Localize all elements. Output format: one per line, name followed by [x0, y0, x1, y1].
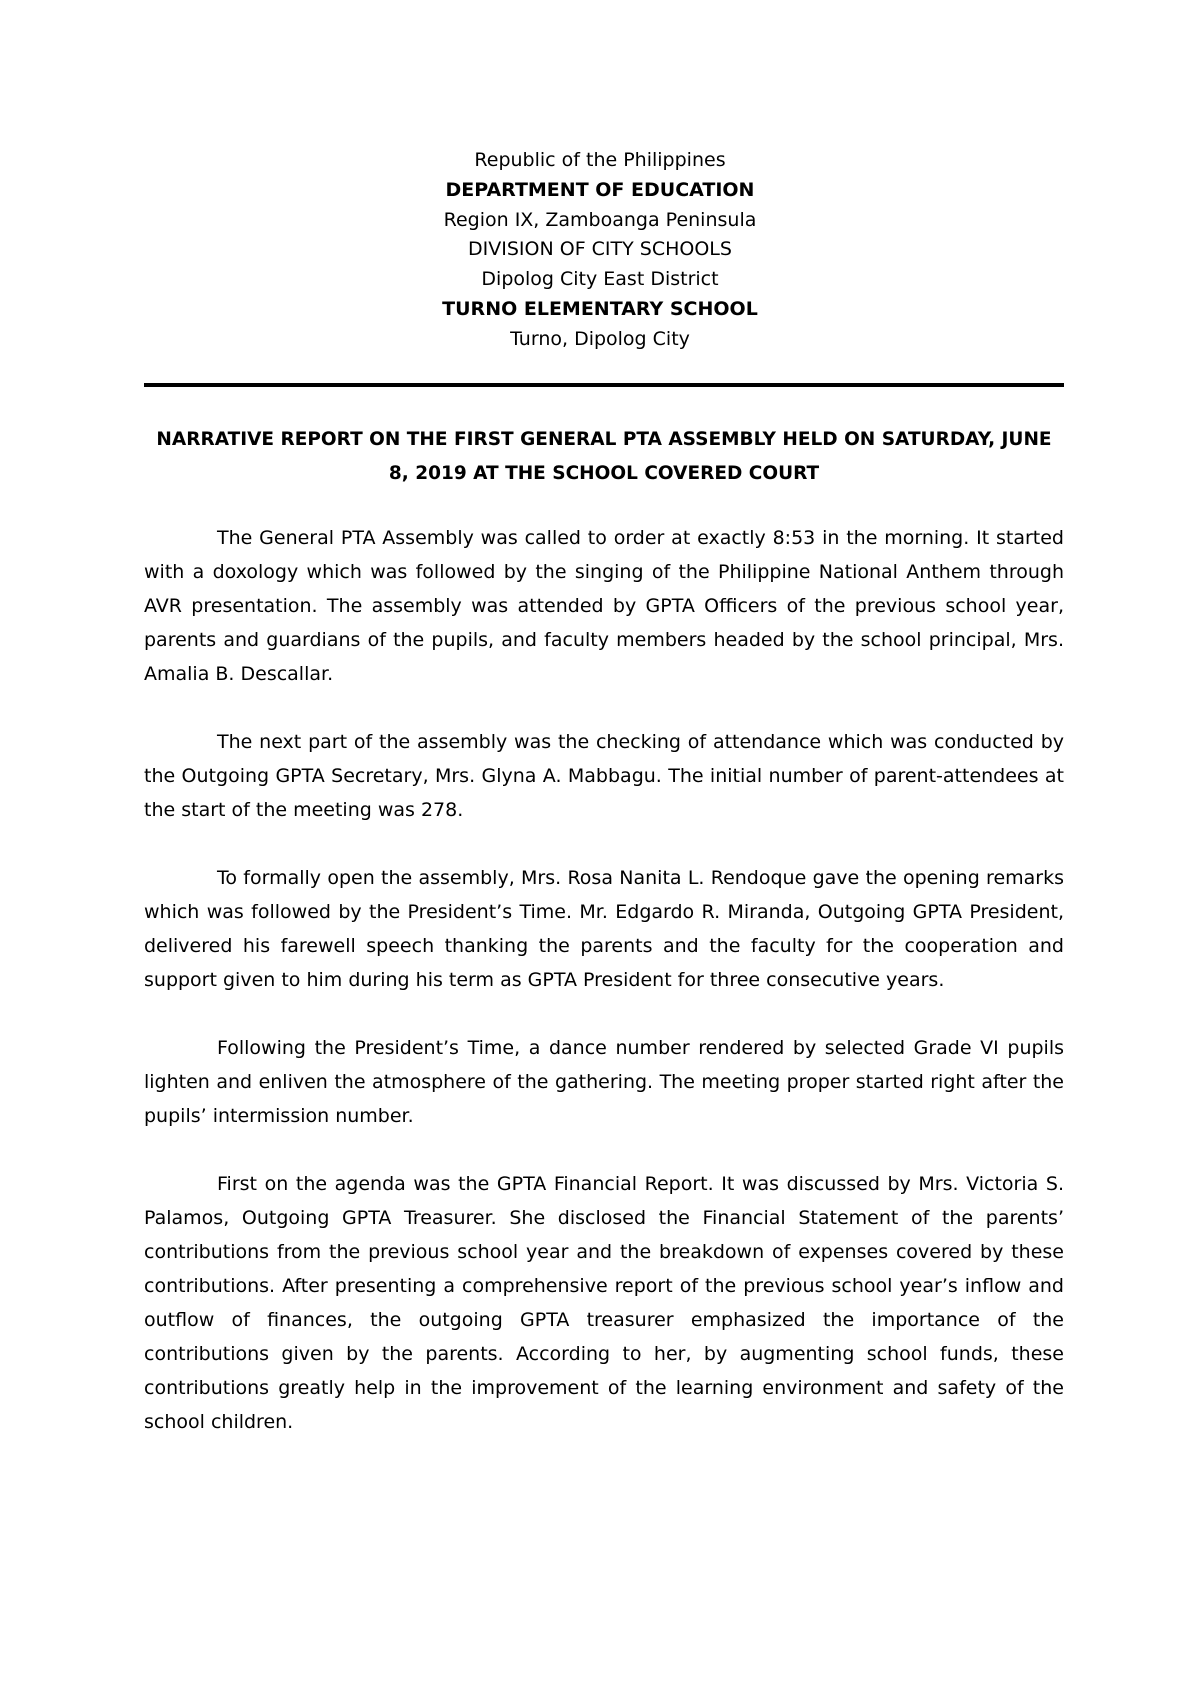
- letterhead-country: Republic of the Philippines: [474, 149, 726, 171]
- report-body: [144, 521, 1064, 1473]
- letterhead: [0, 146, 1200, 355]
- report-title: NARRATIVE REPORT ON THE FIRST GENERAL PTA ASSEMBLY HELD ON SATURDAY, JUNE 8, 2019 AT THE SCHOOL COVERED COURT: [156, 429, 1052, 484]
- letterhead-school-address: Turno, Dipolog City: [510, 327, 690, 350]
- letterhead-district: Dipolog City East District: [481, 268, 719, 291]
- report-paragraph: The next part of the assembly was the checking of attendance which was conducted by the Outgoing GPTA Secretary, Mrs. Glyna A. Mabbagu. The initial number of parent-attendees at the start of the meeting was 278.: [144, 731, 1064, 821]
- header-divider: [144, 383, 1064, 387]
- letterhead-division: DIVISION OF CITY SCHOOLS: [468, 238, 732, 261]
- report-paragraph: First on the agenda was the GPTA Financial Report. It was discussed by Mrs. Victoria S. Palamos, Outgoing GPTA Treasurer. She disclosed the Financial Statement of the parents’ contributions from the previous school year and the breakdown of expenses covered by these contributions. After presenting a comprehensive report of the previous school year’s inflow and outflow of finances, the outgoing GPTA treasurer emphasized the importance of the contributions given by the parents. According to her, by augmenting school funds, these contributions greatly help in the improvement of the learning environment and safety of the school children.: [144, 1173, 1064, 1433]
- letterhead-school-name: TURNO ELEMENTARY SCHOOL: [442, 297, 758, 320]
- report-paragraph: To formally open the assembly, Mrs. Rosa Nanita L. Rendoque gave the opening remarks which was followed by the President’s Time. Mr. Edgardo R. Miranda, Outgoing GPTA President, delivered his farewell speech thanking the parents and the faculty for the cooperation and support given to him during his term as GPTA President for three consecutive years.: [144, 867, 1064, 991]
- report-paragraph: The General PTA Assembly was called to order at exactly 8:53 in the morning. It started with a doxology which was followed by the singing of the Philippine National Anthem through AVR presentation. The assembly was attended by GPTA Officers of the previous school year, parents and guardians of the pupils, and faculty members headed by the school principal, Mrs. Amalia B. Descallar.: [144, 527, 1064, 685]
- letterhead-region: Region IX, Zamboanga Peninsula: [443, 208, 757, 231]
- report-paragraph: Following the President’s Time, a dance number rendered by selected Grade VI pupils lighten and enliven the atmosphere of the gathering. The meeting proper started right after the pupils’ intermission number.: [144, 1037, 1064, 1127]
- letterhead-department: DEPARTMENT OF EDUCATION: [445, 178, 755, 201]
